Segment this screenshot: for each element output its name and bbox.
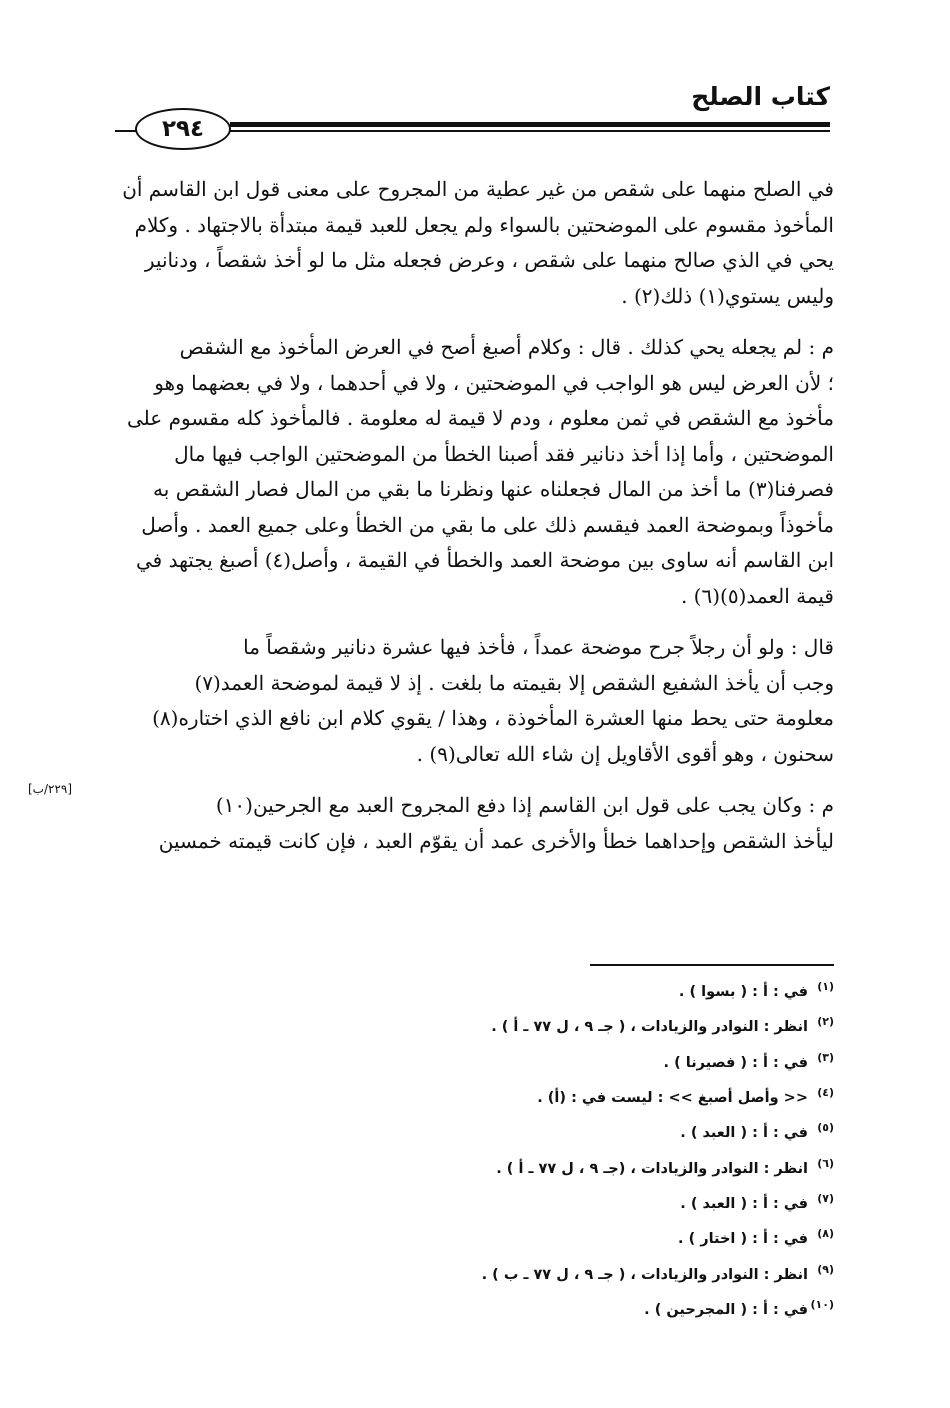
footnote-number: (٣): [817, 1050, 834, 1064]
footnote-text: في : أ : ( المجرحين ) .: [644, 1301, 808, 1318]
text-line: معلومة حتى يحط منها العشرة المأخوذة ، وهذا / يقوي كلام ابن نافع الذي اختاره(٨): [152, 706, 834, 730]
footnote-number: (٢): [817, 1015, 834, 1029]
text-line: سحنون ، وهو أقوى الأقاويل إن شاء الله تعالى(٩) .: [416, 741, 834, 766]
main-text: [112, 172, 834, 875]
footnote: [234, 1149, 834, 1184]
footnote: [234, 972, 834, 1007]
footnote-text: في : أ : ( اختار ) .: [678, 1231, 808, 1248]
footnote-number: (٨): [817, 1227, 834, 1241]
text-line: وجب أن يأخذ الشفيع الشقص إلا بقيمته ما بلغت . إذ لا قيمة لموضحة العمد(٧): [194, 670, 834, 695]
paragraph-1: [112, 172, 834, 314]
text-line: الموضحتين ، وأما إذا أخذ دنانير فقد أصبنا الخطأ من الموضحتين الواجب فيها مال: [174, 441, 834, 466]
text-line: قال : ولو أن رجلاً جرح موضحة عمداً ، فأخذ فيها عشرة دنانير وشقصاً ما: [243, 635, 834, 659]
text-line: م : وكان يجب على قول ابن القاسم إذا دفع المجروح العبد مع الجرحين(١٠): [215, 793, 834, 817]
footnote: [234, 1043, 834, 1078]
footnote-number: (٦): [817, 1156, 834, 1170]
footnote-number: (١٠): [810, 1297, 834, 1311]
footnote: [234, 1113, 834, 1148]
footnote-text: في : أ : ( فصيرنا ) .: [663, 1054, 808, 1071]
footnote-text: انظر : النوادر والزيادات ، (جـ ٩ ، ل ٧٧ ـ أ ) .: [496, 1160, 808, 1177]
text-line: يحي في الذي صالح منهما على شقص ، وعرض فجعله مثل ما لو أخذ شقصاً ، ودنانير: [144, 248, 834, 272]
footnote: [234, 1219, 834, 1254]
footnote-number: (٤): [817, 1085, 834, 1099]
text-line: قيمة العمد(٥)(٦) .: [680, 583, 834, 608]
footnote-separator: [590, 964, 834, 966]
footnote-text: << وأصل أصبغ >> : ليست في : (أ) .: [537, 1089, 808, 1106]
paragraph-3: [112, 630, 834, 772]
page-header: [115, 78, 830, 148]
footnote-number: (٩): [817, 1262, 834, 1276]
footnote-number: (١): [817, 980, 834, 993]
text-line: م : لم يجعله يحي كذلك . قال : وكلام أصبغ أصح في العرض المأخوذ مع الشقص: [179, 335, 834, 359]
text-line: ؛ لأن العرض ليس هو الواجب في الموضحتين ، ولا في أحدهما ، ولا في بعضهما وهو: [154, 370, 834, 395]
page-number: ٢٩٤: [135, 108, 231, 150]
footnote-text: انظر : النوادر والزيادات ، ( جـ ٩ ، ل ٧٧ ـ أ ) .: [491, 1019, 808, 1036]
text-line: ابن القاسم أنه ساوى بين موضحة العمد والخطأ في القيمة ، وأصل(٤) أصبغ يجتهد في: [135, 548, 834, 572]
text-line: ليأخذ الشقص وإحداهما خطأ والأخرى عمد أن يقوّم العبد ، فإن كانت قيمته خمسين: [158, 828, 834, 853]
footnote: [234, 1007, 834, 1042]
text-line: مأخوذ مع الشقص في ثمن معلوم ، ودم لا قيمة له معلومة . فالمأخوذ كله مقسوم على: [127, 406, 834, 430]
text-line: في الصلح منهما على شقص من غير عطية من المجروح على معنى قول ابن القاسم أن: [122, 177, 834, 201]
footnote-number: (٥): [817, 1121, 834, 1135]
text-line: المأخوذ مقسوم على الموضحتين بالسواء ولم يجعل للعبد قيمة مبتدأة بالاجتهاد . وكلام: [134, 212, 834, 237]
marginal-folio-note: [٢٢٩/ب]: [28, 782, 73, 796]
footnote: [234, 1078, 834, 1113]
footnote-text: في : أ : ( العبد ) .: [680, 1195, 808, 1212]
book-title: كتاب الصلح: [691, 82, 830, 111]
paragraph-4: [112, 788, 834, 859]
footnote: [234, 1184, 834, 1219]
footnote-text: في : أ : ( العبد ) .: [680, 1125, 808, 1142]
footnote-number: (٧): [817, 1191, 834, 1205]
header-rule-thick: [230, 122, 830, 127]
footnote-text: في : أ : ( بسوا ) .: [678, 983, 808, 1000]
text-line: مأخوذاً وبموضحة العمد فيقسم ذلك على ما بقي من الخطأ وعلى جميع العمد . وأصل: [141, 512, 834, 537]
text-line: فصرفنا(٣) ما أخذ من المال فجعلناه عنها ونظرنا ما بقي من المال فصار الشقص به: [153, 477, 834, 501]
text-line: وليس يستوي(١) ذلك(٢) .: [621, 283, 834, 308]
footnote: [234, 1290, 834, 1325]
footnote-text: انظر : النوادر والزيادات ، ( جـ ٩ ، ل ٧٧ ـ ب ) .: [481, 1266, 808, 1283]
paragraph-2: [112, 330, 834, 614]
footnote: [234, 1255, 834, 1290]
footnotes: [234, 972, 834, 1325]
